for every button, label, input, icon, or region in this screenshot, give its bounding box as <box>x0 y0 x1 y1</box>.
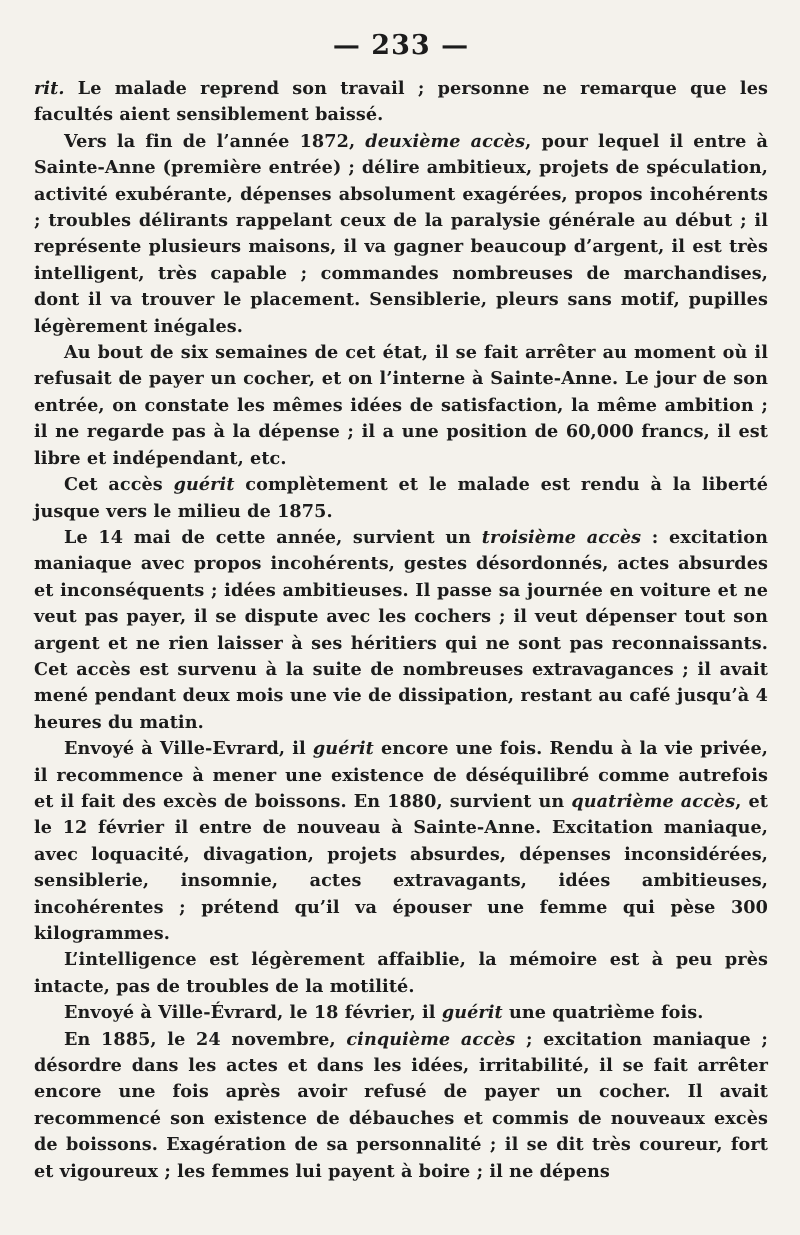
italic-text: guérit <box>312 738 374 760</box>
italic-text: deuxième accès <box>365 130 526 152</box>
text-run: complètement et le malade est rendu à la liberté jusque vers le milieu de 1875. <box>34 474 768 522</box>
text-run: Cet accès <box>64 474 174 496</box>
paragraph <box>34 1027 768 1185</box>
italic-text: guérit <box>173 474 235 496</box>
text-run: : excitation maniaque avec propos incohérents, gestes désordonnés, actes absurdes et inconséquents ; idées ambitieuses. Il passe sa journée en voiture et ne veut pas payer, il se dispute avec les cochers ; il veut dépenser tout son argent et ne rien laisser à ses héritiers qui ne sont pas reconnaissants. Cet accès est survenu à la suite de nombreuses extravagances ; il avait mené pendant deux mois une vie de dissipation, restant au café jusqu’à 4 heures du matin. <box>34 526 768 733</box>
text-run: Le 14 mai de cette année, survient un <box>64 526 482 548</box>
text-run: Envoyé à Ville-Évrard, le 18 février, il <box>64 1002 442 1024</box>
page-number: — 233 — <box>332 30 470 61</box>
paragraph <box>34 736 768 947</box>
paragraph <box>34 1000 768 1026</box>
text-run: ; excitation maniaque ; désordre dans les actes et dans les idées, irritabilité, il se fait arrêter encore une fois après avoir refusé de payer un cocher. Il avait recommencé son existence de débauches et commis de nouveaux excès de boissons. Exagération de sa personnalité ; il se dit très coureur, fort et vigoureux ; les femmes lui payent à boire ; il ne dépens <box>34 1028 768 1182</box>
text-run: L’intelligence est légèrement affaiblie, la mémoire est à peu près intacte, pas de troubles de la motilité. <box>34 949 768 997</box>
text-run: Envoyé à Ville-Evrard, il <box>64 738 313 760</box>
italic-text: cinquième accès <box>346 1028 516 1050</box>
italic-text: guérit <box>441 1002 503 1024</box>
paragraph <box>34 76 768 129</box>
text-run: En 1885, le 24 novembre, <box>64 1028 347 1050</box>
paragraph <box>34 472 768 525</box>
text-run: encore une fois. Rendu à la vie privée, il recommence à mener une existence de déséquilibré comme autrefois et il fait des excès de boissons. En 1880, survient un <box>34 738 768 812</box>
italic-text: rit. <box>34 78 65 99</box>
paragraph <box>34 340 768 472</box>
body-text <box>34 76 768 1185</box>
text-run: Vers la fin de l’année 1872, <box>64 130 366 152</box>
paragraph <box>34 525 768 736</box>
paragraph <box>34 947 768 1000</box>
text-run: Le malade reprend son travail ; personne ne remarque que les facultés aient sensiblement baissé. <box>34 78 768 126</box>
italic-text: quatrième accès <box>571 790 736 812</box>
italic-text: troisième accès <box>481 526 642 548</box>
text-run: , et le 12 février il entre de nouveau à Sainte-Anne. Excitation maniaque, avec loquacité, divagation, projets absurdes, dépenses inconsidérées, sensiblerie, insomnie, actes extravagants, idées ambitieuses, incohérentes ; prétend qu’il va épouser une femme qui pèse 300 kilogrammes. <box>34 790 768 944</box>
text-run: une quatrième fois. <box>502 1002 704 1024</box>
text-run: Au bout de six semaines de cet état, il se fait arrêter au moment où il refusait de payer un cocher, et on l’interne à Sainte-Anne. Le jour de son entrée, on constate les mêmes idées de satisfaction, la même ambition ; il ne regarde pas à la dépense ; il a une position de 60,000 francs, il est libre et indépendant, etc. <box>34 342 768 469</box>
paragraph <box>34 129 768 340</box>
text-run: , pour lequel il entre à Sainte-Anne (première entrée) ; délire ambitieux, projets de spéculation, activité exubérante, dépenses absolument exagérées, propos incohérents ; troubles délirants rappelant ceux de la paralysie générale au début ; il représente plusieurs maisons, il va gagner beaucoup d’argent, il est très intelligent, très capable ; commandes nombreuses de marchandises, dont il va trouver le placement. Sensiblerie, pleurs sans motif, pupilles légèrement inégales. <box>34 130 768 337</box>
